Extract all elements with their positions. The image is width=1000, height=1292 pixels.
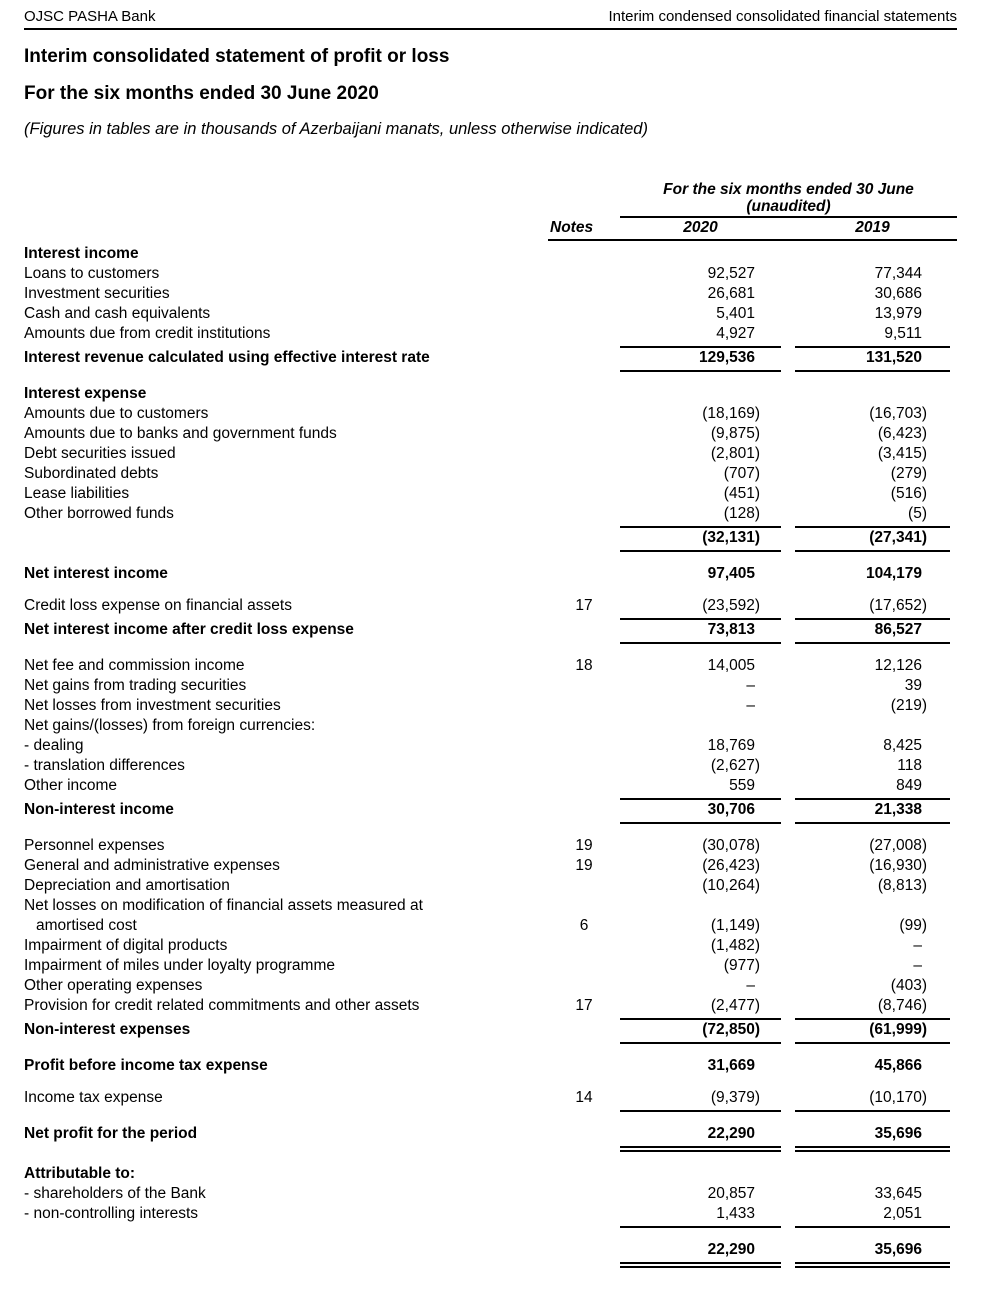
- row-value-2019: –: [913, 937, 922, 954]
- row-label: Net gains from trading securities: [24, 677, 247, 694]
- row-label: Loans to customers: [24, 265, 160, 282]
- row-value-2019: (219): [890, 697, 927, 714]
- table-row: [24, 620, 957, 644]
- table-row: [24, 304, 957, 324]
- row-value-2019: 13,979: [874, 305, 922, 322]
- row-label: Other borrowed funds: [24, 505, 174, 522]
- row-label: Net losses on modification of financial assets measured at: [24, 897, 423, 914]
- table-row: [24, 656, 957, 676]
- table-row: [24, 1164, 957, 1184]
- row-value-2020: 31,669: [707, 1057, 755, 1074]
- row-label: Other income: [24, 777, 118, 794]
- header-divider: [24, 28, 957, 30]
- table-row: [24, 776, 957, 800]
- table-row: [24, 404, 957, 424]
- row-label: Income tax expense: [24, 1089, 163, 1106]
- page-subtitle: For the six months ended 30 June 2020: [24, 83, 379, 104]
- table-row: [24, 1088, 957, 1112]
- row-label: Attributable to:: [24, 1165, 136, 1182]
- table-row: [24, 1204, 957, 1228]
- row-note-number: 6: [579, 917, 589, 934]
- row-label: - dealing: [24, 737, 84, 754]
- row-value-2020: (32,131): [620, 528, 781, 552]
- table-row: [24, 736, 957, 756]
- table-row: [24, 916, 957, 936]
- row-value-2019: 35,696: [795, 1124, 950, 1152]
- row-value-2019: 8,425: [883, 737, 922, 754]
- table-row: [24, 596, 957, 620]
- row-value-2019: (27,341): [795, 528, 950, 552]
- row-label: Net gains/(losses) from foreign currencies:: [24, 717, 316, 734]
- row-label: Personnel expenses: [24, 837, 165, 854]
- period-header-line2: (unaudited): [746, 198, 831, 215]
- row-value-2020: 97,405: [707, 565, 755, 582]
- row-note-number: 17: [575, 597, 593, 614]
- table-row: [24, 896, 957, 916]
- period-header: [620, 181, 957, 218]
- row-label: Cash and cash equivalents: [24, 305, 211, 322]
- row-value-2019: 77,344: [874, 265, 922, 282]
- table-row: [24, 696, 957, 716]
- row-value-2019: (3,415): [877, 445, 927, 462]
- row-label: Net interest income after credit loss expense: [24, 621, 354, 638]
- row-value-2019: (516): [890, 485, 927, 502]
- table-row: [24, 676, 957, 696]
- row-value-2020: –: [746, 677, 755, 694]
- row-value-2019: 2,051: [795, 1204, 950, 1228]
- table-row: [24, 976, 957, 996]
- row-value-2019: (16,703): [869, 405, 927, 422]
- row-value-2020: (30,078): [702, 837, 760, 854]
- row-label: - non-controlling interests: [24, 1205, 199, 1222]
- row-value-2019: (99): [899, 917, 927, 934]
- row-value-2020: (2,477): [620, 996, 781, 1020]
- table-row: [24, 244, 957, 264]
- table-row: [24, 800, 957, 824]
- row-label: Debt securities issued: [24, 445, 176, 462]
- row-value-2020: (1,149): [710, 917, 760, 934]
- row-value-2019: 39: [904, 677, 922, 694]
- row-value-2019: (279): [890, 465, 927, 482]
- row-value-2020: (451): [723, 485, 760, 502]
- row-label: Profit before income tax expense: [24, 1057, 268, 1074]
- row-value-2020: (9,379): [620, 1088, 781, 1112]
- row-value-2020: –: [746, 977, 755, 994]
- row-value-2019: 21,338: [795, 800, 950, 824]
- row-value-2019: 45,866: [874, 1057, 922, 1074]
- row-value-2019: 30,686: [874, 285, 922, 302]
- row-value-2019: (61,999): [795, 1020, 950, 1044]
- units-note: (Figures in tables are in thousands of Azerbaijani manats, unless otherwise indicated): [24, 120, 648, 138]
- row-label: Impairment of miles under loyalty programme: [24, 957, 335, 974]
- row-label: amortised cost: [36, 917, 137, 934]
- row-label: Depreciation and amortisation: [24, 877, 230, 894]
- table-row: [24, 996, 957, 1020]
- table-row: [24, 1184, 957, 1204]
- row-value-2020: 30,706: [620, 800, 781, 824]
- row-value-2020: 4,927: [620, 324, 781, 348]
- row-label: General and administrative expenses: [24, 857, 280, 874]
- row-label: Amounts due to customers: [24, 405, 209, 422]
- row-value-2020: (2,627): [710, 757, 760, 774]
- row-value-2019: 118: [897, 757, 922, 774]
- row-value-2020: (128): [620, 504, 781, 528]
- row-label: Lease liabilities: [24, 485, 130, 502]
- row-value-2020: (26,423): [702, 857, 760, 874]
- table-row: [24, 1124, 957, 1152]
- row-value-2020: 129,536: [620, 348, 781, 372]
- table-row: [24, 264, 957, 284]
- row-note-number: 17: [575, 997, 593, 1014]
- table-row: [24, 1020, 957, 1044]
- table-row: [24, 504, 957, 528]
- row-label: Subordinated debts: [24, 465, 159, 482]
- row-note-number: 19: [575, 857, 593, 874]
- row-value-2020: 26,681: [707, 285, 755, 302]
- row-value-2019: (27,008): [869, 837, 927, 854]
- row-label: Other operating expenses: [24, 977, 203, 994]
- row-label: Net fee and commission income: [24, 657, 245, 674]
- row-value-2020: 73,813: [620, 620, 781, 644]
- row-value-2020: 18,769: [707, 737, 755, 754]
- row-value-2020: (1,482): [710, 937, 760, 954]
- row-value-2019: 86,527: [795, 620, 950, 644]
- table-row: [24, 836, 957, 856]
- row-label: Non-interest expenses: [24, 1021, 191, 1038]
- table-row: [24, 756, 957, 776]
- row-label: Investment securities: [24, 285, 170, 302]
- row-label: Interest revenue calculated using effective interest rate: [24, 349, 430, 366]
- table-row: [24, 1056, 957, 1076]
- table-row: [24, 324, 957, 348]
- row-label: Net losses from investment securities: [24, 697, 281, 714]
- row-value-2020: (9,875): [710, 425, 760, 442]
- row-value-2020: (10,264): [702, 877, 760, 894]
- table-row: [24, 856, 957, 876]
- row-value-2020: (977): [723, 957, 760, 974]
- column-header-2019: 2019: [795, 218, 950, 241]
- row-value-2020: 22,290: [620, 1124, 781, 1152]
- table-row: [24, 384, 957, 404]
- row-value-2019: –: [913, 957, 922, 974]
- row-label: Interest income: [24, 245, 139, 262]
- row-label: Non-interest income: [24, 801, 174, 818]
- header-company-name: OJSC PASHA Bank: [24, 8, 156, 25]
- row-value-2019: (16,930): [869, 857, 927, 874]
- table-row: [24, 464, 957, 484]
- row-value-2019: 33,645: [874, 1185, 922, 1202]
- period-header-line1: For the six months ended 30 June: [663, 181, 914, 198]
- row-value-2019: (403): [890, 977, 927, 994]
- table-row: [24, 876, 957, 896]
- document-header: [24, 8, 957, 26]
- header-statement-type: Interim condensed consolidated financial statements: [608, 8, 957, 25]
- row-label: - shareholders of the Bank: [24, 1185, 206, 1202]
- row-note-number: 19: [575, 837, 593, 854]
- table-row: [24, 936, 957, 956]
- table-row: [24, 528, 957, 552]
- row-value-2019: (5): [795, 504, 950, 528]
- table-row: [24, 716, 957, 736]
- row-label: Provision for credit related commitments and other assets: [24, 997, 420, 1014]
- table-row: [24, 956, 957, 976]
- row-label: Amounts due to banks and government funds: [24, 425, 337, 442]
- row-value-2020: 22,290: [620, 1240, 781, 1268]
- table-row: [24, 348, 957, 372]
- row-value-2020: 14,005: [707, 657, 755, 674]
- row-value-2020: (2,801): [710, 445, 760, 462]
- row-value-2019: (6,423): [877, 425, 927, 442]
- row-label: Impairment of digital products: [24, 937, 228, 954]
- table-row: [24, 284, 957, 304]
- page-title: Interim consolidated statement of profit or loss: [24, 46, 450, 67]
- row-value-2020: (18,169): [702, 405, 760, 422]
- table-column-headers: [24, 218, 957, 241]
- column-header-2020: 2020: [620, 218, 781, 241]
- row-value-2020: 92,527: [707, 265, 755, 282]
- table-row: [24, 444, 957, 464]
- row-label: Interest expense: [24, 385, 147, 402]
- row-note-number: 18: [575, 657, 593, 674]
- row-value-2019: 12,126: [874, 657, 922, 674]
- row-value-2019: 35,696: [795, 1240, 950, 1268]
- row-value-2020: 20,857: [707, 1185, 755, 1202]
- row-note-number: 14: [575, 1089, 593, 1106]
- column-header-label: [24, 218, 548, 241]
- row-value-2019: (10,170): [795, 1088, 950, 1112]
- row-value-2019: 131,520: [795, 348, 950, 372]
- row-label: - translation differences: [24, 757, 185, 774]
- table-body: [24, 241, 957, 1268]
- row-value-2019: 9,511: [795, 324, 950, 348]
- row-value-2020: (23,592): [620, 596, 781, 620]
- profit-loss-statement-table: [24, 181, 957, 1268]
- row-value-2020: 559: [620, 776, 781, 800]
- row-label: Amounts due from credit institutions: [24, 325, 271, 342]
- row-value-2020: 5,401: [716, 305, 755, 322]
- row-label: Net interest income: [24, 565, 168, 582]
- row-value-2020: (707): [723, 465, 760, 482]
- table-row: [24, 1240, 957, 1268]
- row-value-2019: 849: [795, 776, 950, 800]
- row-label: Credit loss expense on financial assets: [24, 597, 292, 614]
- row-value-2019: 104,179: [865, 565, 922, 582]
- table-row: [24, 564, 957, 584]
- row-value-2020: –: [746, 697, 755, 714]
- row-value-2020: 1,433: [620, 1204, 781, 1228]
- row-value-2019: (8,813): [877, 877, 927, 894]
- column-header-notes: Notes: [548, 218, 620, 241]
- row-value-2020: (72,850): [620, 1020, 781, 1044]
- row-value-2019: (17,652): [795, 596, 950, 620]
- table-row: [24, 424, 957, 444]
- table-row: [24, 484, 957, 504]
- row-value-2019: (8,746): [795, 996, 950, 1020]
- row-label: Net profit for the period: [24, 1125, 198, 1142]
- table-period-header: [24, 181, 957, 218]
